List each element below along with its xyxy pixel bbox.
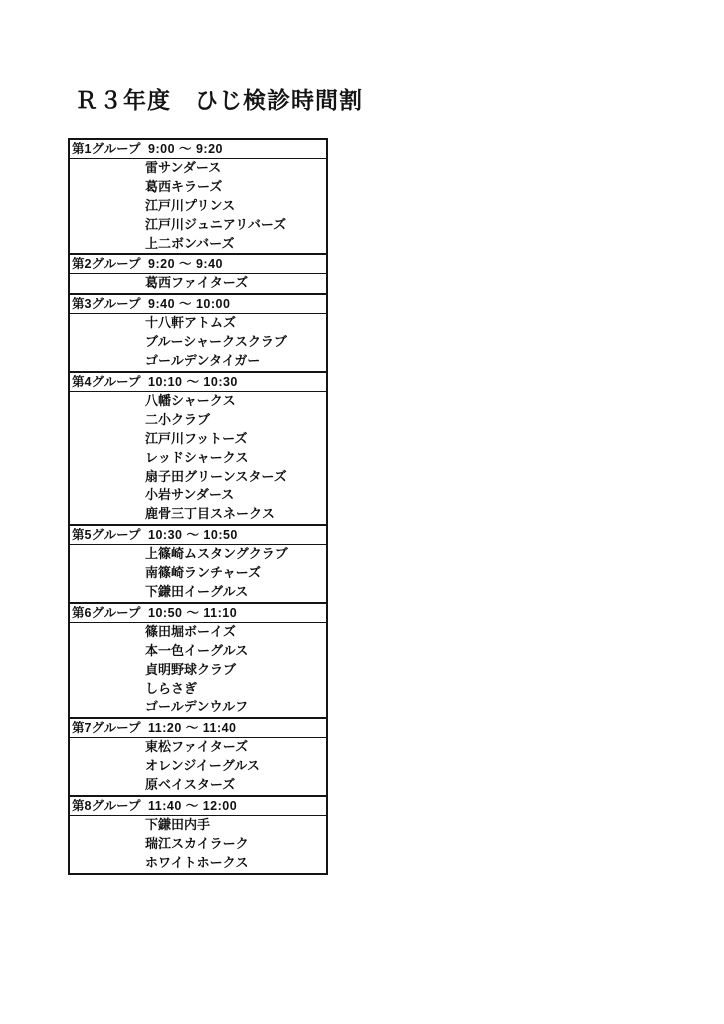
group-header-row: [70, 140, 326, 159]
group-label: 第6グループ: [72, 605, 141, 620]
team-name: ゴールデンウルフ: [145, 699, 249, 715]
group-time: 9:20 ～ 9:40: [148, 257, 223, 272]
team-name: 下鎌田イーグルス: [145, 584, 249, 600]
team-name: 貞明野球クラブ: [145, 661, 237, 677]
group-time: 9:00 ～ 9:20: [148, 142, 223, 156]
team-name: 上二ボンバーズ: [145, 235, 235, 251]
group-label: 第5グループ: [72, 528, 141, 543]
schedule-table: [68, 138, 328, 875]
team-list: [70, 392, 326, 524]
group-label: 第4グループ: [72, 375, 141, 390]
group-header-row: [70, 717, 326, 738]
group-header-row: [70, 253, 326, 274]
team-list: [70, 314, 326, 371]
team-name: 本一色イーグルス: [145, 642, 249, 658]
team-name: 小岩サンダース: [145, 487, 235, 503]
team-name: 原ベイスターズ: [145, 777, 236, 793]
team-name: 葛西キラーズ: [145, 178, 223, 194]
group-header-row: [70, 524, 326, 545]
team-list: [70, 159, 326, 253]
group-header-row: [70, 293, 326, 314]
team-name: 南篠崎ランチャーズ: [145, 565, 261, 581]
team-name: 二小クラブ: [145, 411, 211, 427]
team-list: [70, 545, 326, 602]
group-time: 9:40 ～ 10:00: [148, 297, 231, 312]
group-time: 10:50 ～ 11:10: [148, 605, 238, 620]
team-name: オレンジイーグルス: [145, 758, 260, 774]
group-time: 10:10 ～ 10:30: [148, 375, 238, 390]
team-name: 東松ファイターズ: [145, 739, 249, 755]
group-header-row: [70, 795, 326, 816]
team-name: ゴールデンタイガー: [145, 353, 261, 369]
group-label: 第7グループ: [72, 721, 141, 736]
team-name: 篠田堀ボーイズ: [145, 623, 236, 639]
group-time: 10:30 ～ 10:50: [148, 528, 238, 543]
team-name: レッドシャークス: [145, 449, 249, 465]
team-name: 雷サンダース: [145, 160, 222, 175]
team-list: [70, 738, 326, 795]
team-name: 鹿骨三丁目スネークス: [145, 506, 275, 522]
team-name: 瑞江スカイラーク: [145, 835, 249, 851]
team-list: [70, 816, 326, 873]
team-name: 江戸川フットーズ: [145, 430, 248, 446]
team-name: 下鎌田内手: [145, 817, 211, 833]
group-label: 第3グループ: [72, 297, 141, 312]
page-title: Ｒ３年度 ひじ検診時間割: [75, 87, 363, 113]
group-label: 第8グループ: [72, 799, 141, 814]
group-label: 第2グループ: [72, 257, 141, 272]
team-name: 江戸川ジュニアリバーズ: [145, 216, 287, 232]
team-name: 八幡シャークス: [145, 393, 236, 409]
group-time: 11:40 ～ 12:00: [148, 799, 238, 814]
team-name: 江戸川プリンス: [145, 197, 236, 213]
team-name: 葛西ファイターズ: [145, 275, 249, 291]
team-list: [70, 274, 326, 293]
team-list: [70, 623, 326, 717]
team-name: ホワイトホークス: [145, 854, 249, 870]
group-time: 11:20 ～ 11:40: [148, 721, 237, 736]
team-name: 上篠崎ムスタングクラブ: [145, 546, 288, 562]
team-name: ブルーシャークスクラブ: [145, 334, 287, 350]
team-name: 十八軒アトムズ: [145, 315, 237, 331]
group-header-row: [70, 602, 326, 623]
team-name: しらさぎ: [145, 680, 198, 696]
group-header-row: [70, 371, 326, 392]
team-name: 扇子田グリーンスターズ: [145, 468, 287, 484]
group-label: 第1グループ: [72, 142, 141, 156]
